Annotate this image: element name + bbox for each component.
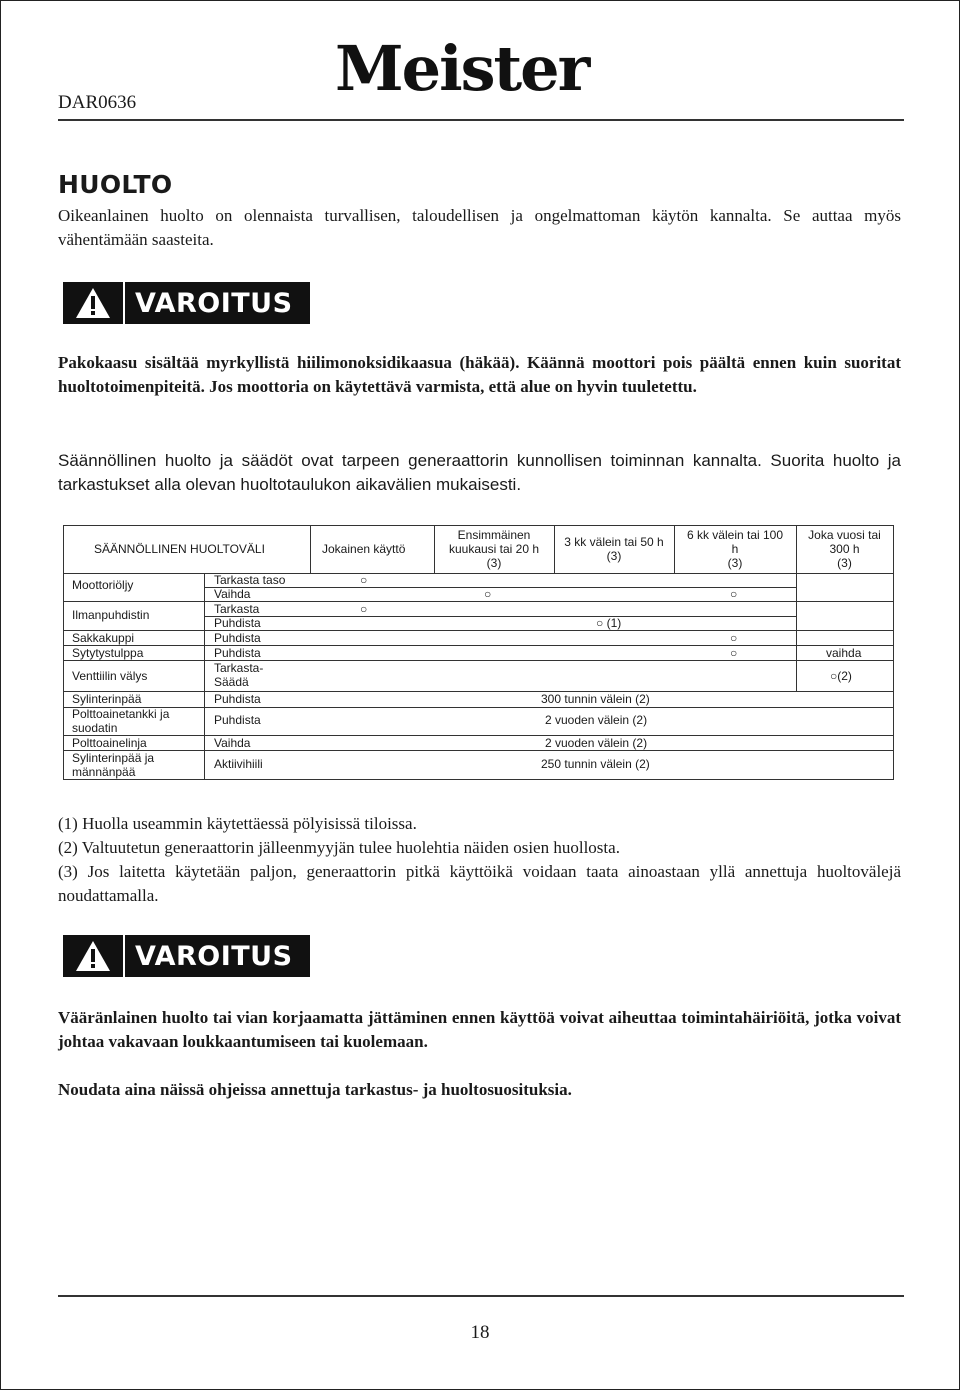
action-clean: Puhdista — [214, 692, 261, 706]
note-3: (3) Jos laitetta käytetään paljon, generaattorin pitkä käyttöikä voidaan taata ainoastaan yllä annettuja huoltovälejä noudattamalla. — [58, 862, 901, 905]
item-valve-clearance: Venttiilin välys — [72, 669, 148, 683]
item-air-cleaner: Ilmanpuhdistin — [72, 608, 150, 622]
check-mark: ○ — [360, 602, 368, 616]
document-code: DAR0636 — [58, 92, 137, 113]
check-mark: ○ (1) — [596, 616, 622, 630]
item-fuel-line: Polttoainelinja — [72, 736, 147, 750]
action-clean: Puhdista — [214, 631, 261, 645]
warning-text-2: Vääränlainen huolto tai vian korjaamatta jättäminen ennen käyttöä voivat aiheuttaa toimintahäiriöitä, jotka voivat johtaa vakavaan loukkaantumiseen tai kuolemaan. — [58, 1008, 901, 1051]
check-mark: ○(2) — [830, 669, 852, 683]
header-divider — [58, 119, 904, 121]
action-check: Tarkasta — [214, 602, 260, 616]
final-note: Noudata aina näissä ohjeissa annettuja tarkastus- ja huoltosuosituksia. — [58, 1080, 572, 1099]
action-clean: Puhdista — [214, 616, 261, 630]
warning-label: VAROITUS — [135, 287, 293, 319]
check-mark: ○ — [730, 587, 738, 601]
note-1: (1) Huolla useammin käytettäessä pölyisissä tiloissa. — [58, 814, 417, 833]
section-title: HUOLTO — [58, 170, 173, 199]
action-activated-carbon: Aktiivihiili — [214, 757, 263, 771]
warning-triangle-icon — [63, 282, 125, 324]
note-2: (2) Valtuutetun generaattorin jälleenmyyjän tulee huolehtia näiden osien huollosta. — [58, 838, 620, 857]
header-every-6-months: 6 kk välein tai 100 h (3) — [686, 528, 784, 570]
maintenance-table — [63, 525, 894, 780]
warning-triangle-icon — [63, 935, 125, 977]
check-mark: ○ — [730, 631, 738, 645]
warning-banner-1 — [63, 282, 310, 324]
maintenance-paragraph: Säännöllinen huolto ja säädöt ovat tarpeen generaattorin kunnollisen toiminnan kannalta. Suorita huolto ja tarkastukset alla olevan huoltotaulukon aikavälien mukaisesti. — [58, 451, 901, 494]
interval-2-years: 2 vuoden välein (2) — [545, 713, 648, 727]
interval-250h: 250 tunnin välein (2) — [541, 757, 650, 771]
item-spark-plug: Sytytystulppa — [72, 646, 144, 660]
intro-paragraph: Oikeanlainen huolto on olennaista turvallisen, taloudellisen ja ongelmattoman käytön kannalta. Se auttaa myös vähentämään saasteita. — [58, 206, 901, 249]
item-sediment-cup: Sakkakuppi — [72, 631, 135, 645]
replace-mark: vaihda — [826, 646, 862, 660]
check-mark: ○ — [360, 573, 368, 587]
action-check-adjust: Tarkasta- Säädä — [214, 661, 264, 689]
item-cylinder-head: Sylinterinpää — [72, 692, 142, 706]
interval-300h: 300 tunnin välein (2) — [541, 692, 650, 706]
item-engine-oil: Moottoriöljy — [72, 578, 134, 592]
brand-logo: Meister — [335, 32, 589, 105]
check-mark: ○ — [484, 587, 492, 601]
action-change: Vaihda — [214, 587, 251, 601]
warning-label: VAROITUS — [135, 940, 293, 972]
action-check-level: Tarkasta taso — [214, 573, 286, 587]
action-clean: Puhdista — [214, 713, 261, 727]
warning-banner-2 — [63, 935, 310, 977]
header-every-3-months: 3 kk välein tai 50 h (3) — [564, 535, 664, 563]
page-number: 18 — [470, 1322, 490, 1343]
table-title: SÄÄNNÖLLINEN HUOLTOVÄLI — [94, 542, 265, 556]
check-mark: ○ — [730, 646, 738, 660]
warning-text-1: Pakokaasu sisältää myrkyllistä hiilimonoksidikaasua (häkää). Käännä moottori pois päältä ennen kuin suoritat huoltotoimenpiteitä. Jos moottoria on käytettävä varmista, että alue on hyvin tuuletettu. — [58, 353, 901, 396]
item-head-piston: Sylinterinpää ja männänpää — [72, 751, 155, 779]
header-every-use: Jokainen käyttö — [322, 542, 406, 556]
interval-2-years: 2 vuoden välein (2) — [545, 736, 648, 750]
action-change: Vaihda — [214, 736, 251, 750]
header-every-year: Joka vuosi tai 300 h (3) — [808, 528, 881, 570]
action-clean: Puhdista — [214, 646, 261, 660]
header-first-month: Ensimmäinen kuukausi tai 20 h (3) — [448, 528, 540, 570]
item-fuel-tank: Polttoainetankki ja suodatin — [72, 707, 170, 735]
footer-divider — [58, 1295, 904, 1297]
